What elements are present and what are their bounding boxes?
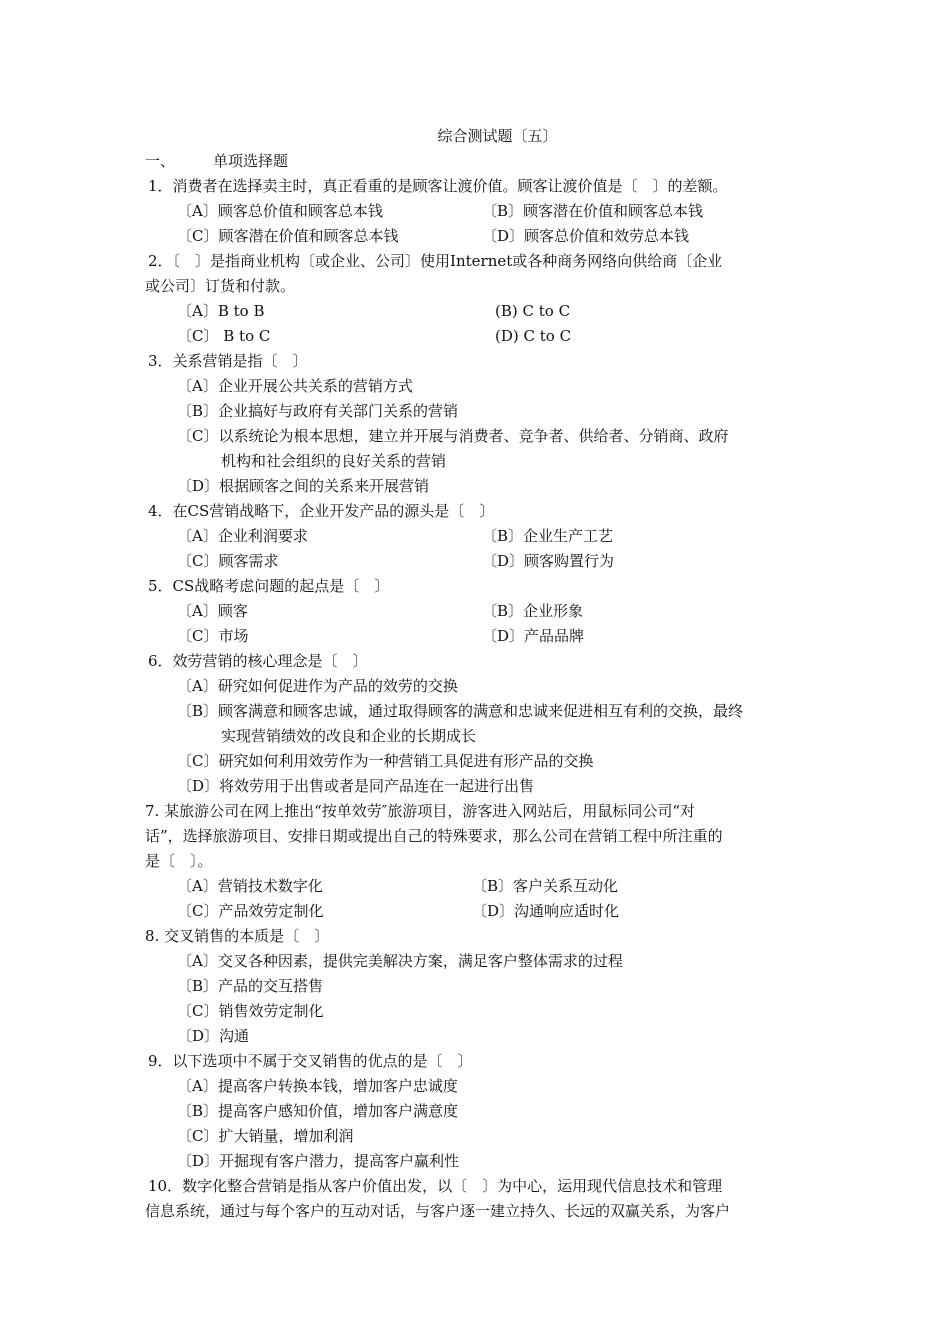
- question-5-option-a: 〔A〕顾客: [177, 602, 248, 620]
- question-1-option-d: 〔D〕顾客总价值和效劳总本钱: [482, 227, 690, 245]
- question-3-option-b: 〔B〕企业搞好与政府有关部门关系的营销: [177, 402, 459, 420]
- question-7-stem-line-1: 7. 某旅游公司在网上推出“按单效劳″旅游项目，游客进入网站后，用鼠标同公司“对: [145, 802, 696, 820]
- question-2-options-row-1: [145, 299, 810, 324]
- question-5-option-d: 〔D〕产品品牌: [482, 627, 585, 645]
- question-4-option-c: 〔C〕顾客需求: [177, 552, 279, 570]
- question-3-option-d: 〔D〕根据顾客之间的关系来开展营销: [177, 477, 430, 495]
- question-8-option-c: 〔C〕销售效劳定制化: [177, 1002, 324, 1020]
- question-2-stem-line-1: 2．〔 〕是指商业机构〔或企业、公司〕使用Internet或各种商务网络向供给商〔企业: [148, 252, 723, 270]
- question-4-option-d: 〔D〕顾客购置行为: [482, 552, 615, 570]
- question-8-option-b: 〔B〕产品的交互搭售: [177, 977, 324, 995]
- question-5-option-b: 〔B〕企业形象: [482, 602, 584, 620]
- question-1-options-row-1: [145, 199, 810, 224]
- question-3-option-c-line-2: 机构和社会组织的良好关系的营销: [221, 452, 447, 470]
- question-4-option-a: 〔A〕企业利润要求: [177, 527, 308, 545]
- question-1-options-row-2: [145, 224, 810, 249]
- question-6-option-b-line-1: 〔B〕顾客满意和顾客忠诚，通过取得顾客的满意和忠诚来促进相互有利的交换，最终: [177, 702, 744, 720]
- question-2-option-c: 〔C〕 B to C: [177, 327, 271, 345]
- section-number: 一、: [145, 152, 176, 170]
- question-1-option-a: 〔A〕顾客总价值和顾客总本钱: [177, 202, 383, 220]
- question-4-option-b: 〔B〕企业生产工艺: [482, 527, 614, 545]
- question-6-option-c: 〔C〕研究如何利用效劳作为一种营销工具促进有形产品的交换: [177, 752, 594, 770]
- question-9-option-b: 〔B〕提高客户感知价值，增加客户满意度: [177, 1102, 459, 1120]
- question-4-stem: 4．在CS营销战略下，企业开发产品的源头是〔 〕: [148, 502, 495, 520]
- question-2-options-row-2: [145, 324, 810, 349]
- question-9-stem: 9．以下选项中不属于交叉销售的优点的是〔 〕: [148, 1052, 473, 1070]
- question-1-stem: 1．消费者在选择卖主时，真正看重的是顾客让渡价值。顾客让渡价值是〔 〕的差额。: [148, 177, 728, 195]
- question-5-stem: 5．CS战略考虑问题的起点是〔 〕: [148, 577, 390, 595]
- question-7-option-b: 〔B〕客户关系互动化: [472, 877, 619, 895]
- question-9-option-a: 〔A〕提高客户转换本钱，增加客户忠诚度: [177, 1077, 458, 1095]
- section-name: 单项选择题: [213, 152, 289, 170]
- question-8-stem: 8. 交叉销售的本质是〔 〕: [145, 927, 330, 945]
- question-4-options-row-2: [145, 549, 810, 574]
- question-3-option-a: 〔A〕企业开展公共关系的营销方式: [177, 377, 413, 395]
- question-7-options-row-1: [145, 874, 810, 899]
- question-9-option-c: 〔C〕扩大销量，增加利润: [177, 1127, 354, 1145]
- question-6-option-d: 〔D〕将效劳用于出售或者是同产品连在一起进行出售: [177, 777, 535, 795]
- question-3-stem: 3．关系营销是指〔 〕: [148, 352, 308, 370]
- question-2-stem-line-2: 或公司〕订货和付款。: [145, 277, 296, 295]
- question-7-option-d: 〔D〕沟通响应适时化: [472, 902, 620, 920]
- question-5-options-row-1: [145, 599, 810, 624]
- question-1-option-c: 〔C〕顾客潜在价值和顾客总本钱: [177, 227, 399, 245]
- question-10-stem-line-1: 10．数字化整合营销是指从客户价值出发，以〔 〕为中心，运用现代信息技术和管理: [148, 1177, 723, 1195]
- question-8-option-a: 〔A〕交叉各种因素，提供完美解决方案，满足客户整体需求的过程: [177, 952, 623, 970]
- question-8-option-d: 〔D〕沟通: [177, 1027, 250, 1045]
- question-2-option-b: (B) C to C: [495, 302, 571, 320]
- question-6-option-a: 〔A〕研究如何促进作为产品的效劳的交换: [177, 677, 458, 695]
- document-body: [145, 124, 810, 1224]
- question-10-stem-line-2: 信息系统，通过与每个客户的互动对话，与客户逐一建立持久、长远的双赢关系，为客户: [145, 1202, 731, 1220]
- question-1-option-b: 〔B〕顾客潜在价值和顾客总本钱: [482, 202, 704, 220]
- question-7-options-row-2: [145, 899, 810, 924]
- question-7-stem-line-3: 是〔 〕。: [145, 852, 213, 870]
- question-6-option-b-line-2: 实现营销绩效的改良和企业的长期成长: [221, 727, 477, 745]
- question-2-option-a: 〔A〕B to B: [177, 302, 265, 320]
- page-title: 综合测试题〔五〕: [437, 127, 558, 145]
- question-3-option-c-line-1: 〔C〕以系统论为根本思想，建立并开展与消费者、竞争者、供给者、分销商、政府: [177, 427, 729, 445]
- question-7-stem-line-2: 话”，选择旅游项目、安排日期或提出自己的特殊要求，那么公司在营销工程中所注重的: [145, 827, 723, 845]
- question-7-option-a: 〔A〕营销技术数字化: [177, 877, 323, 895]
- question-2-option-d: (D) C to C: [495, 327, 572, 345]
- section-heading: [145, 149, 810, 174]
- question-5-options-row-2: [145, 624, 810, 649]
- question-4-options-row-1: [145, 524, 810, 549]
- question-6-stem: 6．效劳营销的核心理念是〔 〕: [148, 652, 368, 670]
- question-7-option-c: 〔C〕产品效劳定制化: [177, 902, 324, 920]
- question-5-option-c: 〔C〕市场: [177, 627, 249, 645]
- question-9-option-d: 〔D〕开掘现有客户潜力，提高客户赢利性: [177, 1152, 460, 1170]
